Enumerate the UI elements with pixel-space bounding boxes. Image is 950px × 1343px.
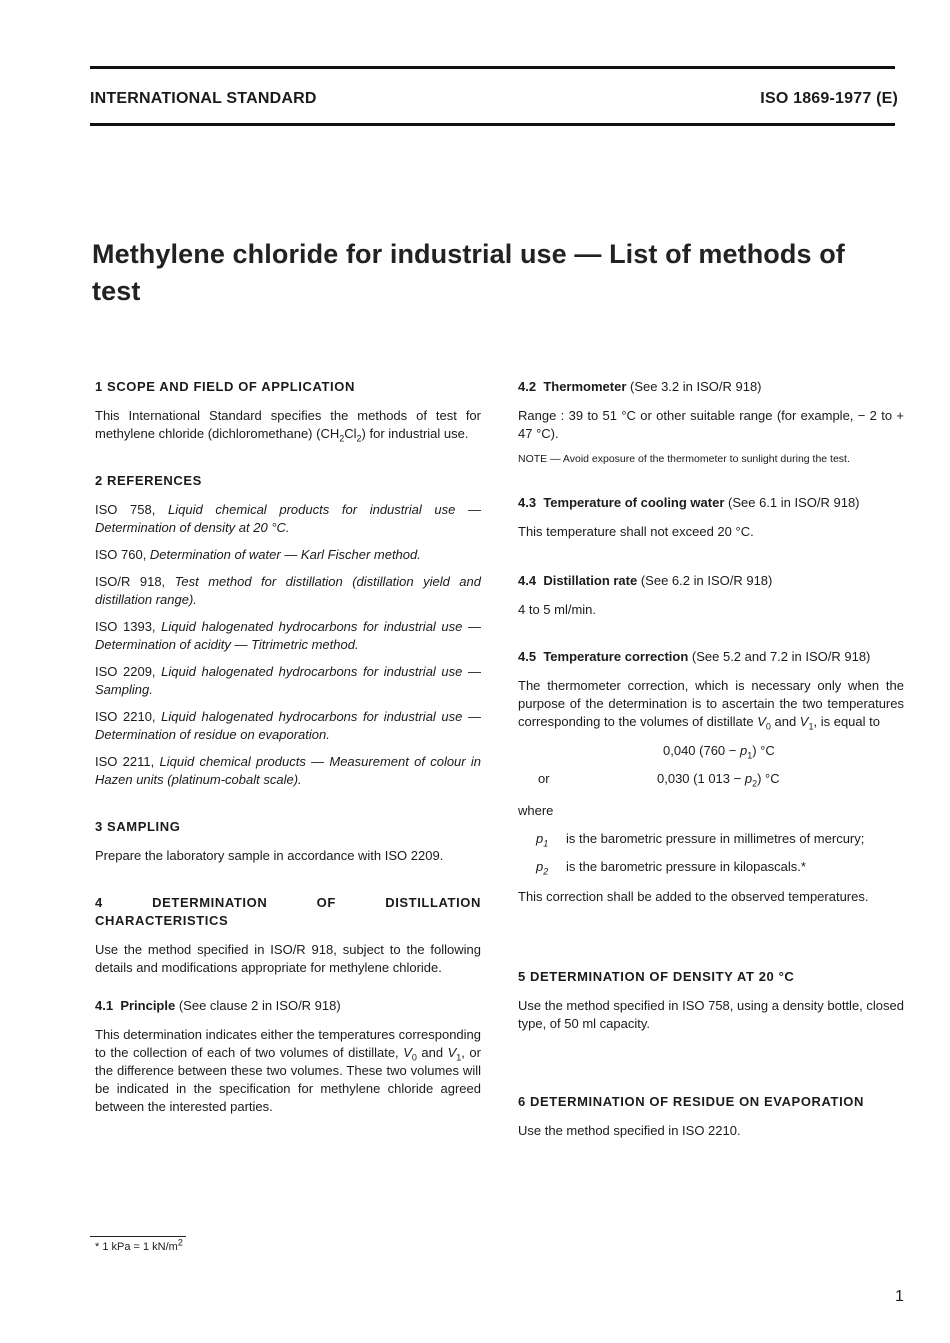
footnote-rule (90, 1236, 186, 1237)
section-6-heading: 6 DETERMINATION OF RESIDUE ON EVAPORATION (518, 1094, 865, 1109)
subsection-4-2-text: Range : 39 to 51 °C or other suitable range (for example, − 2 to + 47 °C). (518, 408, 904, 441)
reference-item: ISO 2211, Liquid chemical products — Measurement of colour in Hazen units (platinum-cobalt scale). (95, 754, 481, 787)
right-column (518, 378, 904, 1140)
section-6-text: Use the method specified in ISO 2210. (518, 1123, 741, 1138)
subsection-4-3-text: This temperature shall not exceed 20 °C. (518, 524, 754, 539)
subsection-4-3-heading: 4.3 Temperature of cooling water (See 6.1 in ISO/R 918) (518, 495, 860, 510)
section-4-heading: 4 DETERMINATION OF DISTILLATION CHARACTERISTICS (95, 895, 481, 928)
section-2-heading: 2 REFERENCES (95, 473, 202, 488)
subsection-4-5-text: The thermometer correction, which is necessary only when the purpose of the determination is to ascertain the two temperatures corresponding to the volumes of distillate $V_0$ and $V_1$, is equal to (518, 678, 904, 732)
section-3-heading: 3 SAMPLING (95, 819, 181, 834)
reference-item: ISO 2210, Liquid halogenated hydrocarbons for industrial use — Determination of residue on evaporation. (95, 709, 481, 742)
header-bottom-rule (90, 123, 895, 126)
subsection-4-4-heading: 4.4 Distillation rate (See 6.2 in ISO/R 918) (518, 573, 773, 588)
reference-item: ISO 758, Liquid chemical products for industrial use — Determination of density at 20 °C. (95, 502, 482, 535)
section-1-heading: 1 SCOPE AND FIELD OF APPLICATION (95, 379, 355, 394)
section-5-text: Use the method specified in ISO 758, using a density bottle, closed type, of 50 ml capacity. (518, 998, 904, 1031)
document-type-label: INTERNATIONAL STANDARD (90, 90, 317, 107)
reference-item: ISO/R 918, Test method for distillation (distillation yield and distillation range). (95, 574, 482, 607)
section-3-text: Prepare the laboratory sample in accordance with ISO 2209. (95, 848, 444, 863)
reference-item: ISO 2209, Liquid halogenated hydrocarbons for industrial use — Sampling. (95, 664, 481, 697)
standard-number: ISO 1869-1977 (E) (760, 90, 898, 107)
correction-note-text: This correction shall be added to the observed temperatures. (518, 889, 869, 904)
section-5-heading: 5 DETERMINATION OF DENSITY AT 20 °C (518, 969, 795, 984)
subsection-4-1-heading: 4.1 Principle (See clause 2 in ISO/R 918) (95, 998, 341, 1013)
subsection-4-5-heading: 4.5 Temperature correction (See 5.2 and 7.2 in ISO/R 918) (518, 649, 871, 664)
subsection-4-2-heading: 4.2 Thermometer (See 3.2 in ISO/R 918) (518, 379, 762, 394)
left-column (95, 378, 481, 1116)
footnote: * 1 kPa = 1 $kN/m^2$ (95, 1237, 183, 1253)
where-label: where (518, 803, 554, 818)
page-number: 1 (895, 1288, 904, 1305)
references-list (95, 501, 481, 789)
reference-item: ISO 1393, Liquid halogenated hydrocarbons for industrial use — Determination of acidity — Titrimetric method. (95, 619, 481, 652)
correction-formula-2: or 0,030 (1 $013 - p_2$) °C (538, 771, 780, 789)
section-1-text: This International Standard specifies the methods of test for methylene chloride (dichloromethane) $(CH_2Cl_2)$ for industrial use. (95, 408, 481, 444)
section-4-text: Use the method specified in ISO/R 918, subject to the following details and modifications appropriate for methylene chloride. (95, 942, 481, 975)
correction-formula-1: 0,040 $(760 - p_1)$ °C (663, 743, 775, 761)
header-top-rule (90, 66, 895, 69)
symbol-definitions (518, 830, 904, 876)
subsection-4-4-text: 4 to 5 ml/min. (518, 602, 597, 617)
definition-p2: $p_2$ is the barometric pressure in kilopascals.* (536, 859, 806, 877)
thermometer-note: NOTE — Avoid exposure of the thermometer to sunlight during the test. (518, 453, 850, 465)
reference-item: ISO 760, Determination of water — Karl Fischer method. (95, 547, 421, 562)
definition-p1: $p_1$ is the barometric pressure in millimetres of mercury; (536, 831, 865, 849)
subsection-4-1-text: This determination indicates either the temperatures corresponding to the collection of each of two volumes of distillate, $V_0$ and $V_1$, or the difference between these two volumes. These two volumes will be indicated in the specification for methylene chloride agreed between the interested parties. (95, 1027, 481, 1114)
document-title: Methylene chloride for industrial use — List of methods of test (92, 239, 845, 306)
